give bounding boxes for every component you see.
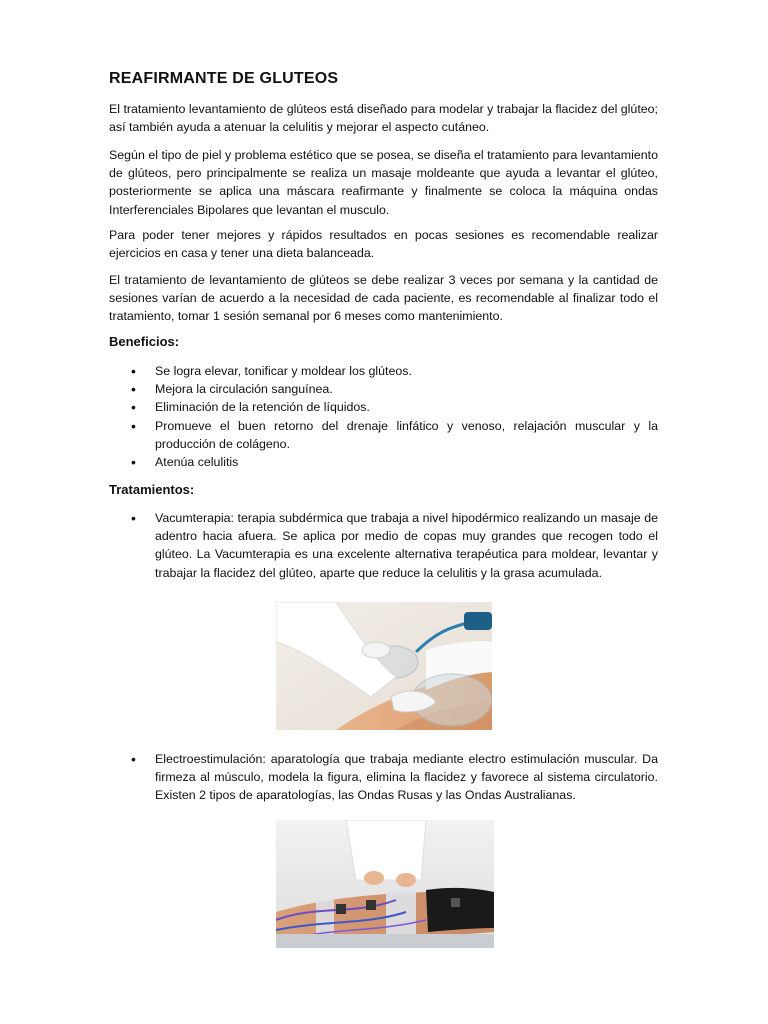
treatments-list-1 xyxy=(109,509,658,582)
benefits-list xyxy=(109,362,658,471)
document-title: REAFIRMANTE DE GLUTEOS xyxy=(109,70,339,87)
treatments-heading: Tratamientos: xyxy=(109,482,195,497)
list-item: • Atenúa celulitis xyxy=(109,453,658,471)
benefits-heading: Beneficios: xyxy=(109,334,180,349)
paragraph-procedure: Según el tipo de piel y problema estético que se posea, se diseña el tratamiento para levantamiento de glúteos, pero principalmente se realiza un masaje moldeante que ayuda a levantar el glúteo, posteriormente se aplica una máscara reafirmante y finalmente se coloca la máquina ondas Interferenciales Bipolares que levantan el musculo. xyxy=(109,148,658,217)
list-item: • Se logra elevar, tonificar y moldear los glúteos. xyxy=(109,362,658,380)
list-item: • Electroestimulación: aparatología que trabaja mediante electro estimulación muscular. Da firmeza al músculo, modela la figura, elimina la flacidez y favorece al sistema circulatorio. Existen 2 tipos de aparatologías, las Ondas Rusas y las Ondas Australianas. xyxy=(109,750,658,805)
list-item: • Vacumterapia: terapia subdérmica que trabaja a nivel hipodérmico realizando un masaje de adentro hacia afuera. Se aplica por medio de copas muy grandes que recogen todo el glúteo. La Vacumterapia es una excelente alternativa terapéutica para moldear, levantar y trabajar la flacidez del glúteo, aparte que reduce la celulitis y la grasa acumulada. xyxy=(109,509,658,582)
paragraph-recommendation: Para poder tener mejores y rápidos resultados en pocas sesiones es recomendable realizar ejercicios en casa y tener una dieta balanceada. xyxy=(109,228,658,261)
list-item: • Eliminación de la retención de líquidos. xyxy=(109,398,658,416)
list-item: • Promueve el buen retorno del drenaje linfático y venoso, relajación muscular y la producción de colágeno. xyxy=(109,417,658,453)
electrostimulation-photo xyxy=(276,820,494,948)
list-item: • Mejora la circulación sanguínea. xyxy=(109,380,658,398)
paragraph-frequency: El tratamiento de levantamiento de glúteos se debe realizar 3 veces por semana y la cantidad de sesiones varían de acuerdo a la necesidad de cada paciente, es recomendable al finalizar todo el tratamiento, tomar 1 sesión semanal por 6 meses como mantenimiento. xyxy=(109,273,658,324)
vacuum-therapy-photo xyxy=(276,602,492,730)
paragraph-intro: El tratamiento levantamiento de glúteos está diseñado para modelar y trabajar la flacidez del glúteo; así también ayuda a atenuar la celulitis y mejorar el aspecto cutáneo. xyxy=(109,102,658,135)
treatments-list-2 xyxy=(109,750,658,805)
